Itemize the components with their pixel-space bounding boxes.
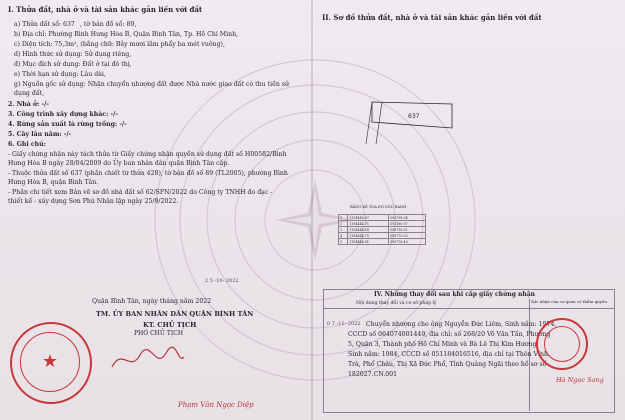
usage-term: e) Thời hạn sử dụng: Lâu dài,: [14, 71, 106, 78]
coord-cell: 591160.07: [388, 221, 425, 227]
change-line: Trà, Phổ Châu, Thị Xã Đức Phổ, Tỉnh Quảng Ngãi theo hồ sơ số: [348, 361, 547, 368]
note-line: thiết kế - xây dựng Sơn Phú Nhân lập ngày 25/9/2022.: [8, 198, 179, 205]
map-sheet: , tờ bản đồ số: 89,: [80, 21, 137, 28]
usage-purpose: đ) Mục đích sử dụng: Đất ở tại đô thị,: [14, 61, 132, 68]
forest-item: 4. Rừng sản xuất là rừng trồng: -/-: [8, 121, 127, 128]
change-date-stamp: 0 7 -11- 2022: [327, 321, 361, 327]
coord-cell: 5: [339, 239, 348, 245]
coord-cell: 590770.53: [388, 233, 425, 239]
change-line: 5, Quận 3, Thành phố Hồ Chí Minh và Bà Lê Thị Kim Hương,: [348, 341, 539, 348]
notes-heading: 6. Ghi chú:: [8, 141, 46, 148]
coord-table-title: BẢNG KÊ TỌA ĐỘ GÓC RANH: [350, 205, 407, 209]
change-line: Chuyển nhượng cho ông Nguyễn Đức Liêm, Sinh năm: 1974,: [366, 321, 557, 328]
change-line: 182027.CN.001: [348, 371, 398, 378]
note-line: Hưng Hòa B, quận Bình Tân.: [8, 179, 99, 186]
address: b) Địa chỉ: Phường Bình Hưng Hòa B, Quận Bình Tân, Tp. Hồ Chí Minh,: [14, 31, 239, 38]
coord-cell: 1194444.71: [348, 221, 389, 227]
signer-title: PHÓ CHỦ TỊCH: [134, 330, 184, 337]
confirm-col-head: Xác nhận của cơ quan có thẩm quyền: [531, 299, 607, 304]
official-seal: ★: [10, 322, 92, 404]
on-behalf: KT. CHỦ TỊCH: [143, 321, 197, 329]
coord-cell: 590776.49: [388, 239, 425, 245]
place-date: Quận Bình Tân, ngày tháng năm 2022: [92, 298, 212, 305]
coord-row: [339, 239, 426, 245]
coord-cell: 1194446.67: [348, 215, 389, 221]
coord-cell: 590798.04: [388, 215, 425, 221]
house-item: 2. Nhà ở: -/-: [8, 101, 49, 108]
coord-cell: 590716.51: [388, 227, 425, 233]
issuing-org: TM. ỦY BAN NHÂN DÂN QUẬN BÌNH TÂN: [96, 310, 254, 318]
coord-cell: 1: [339, 215, 348, 221]
other-construction: 3. Công trình xây dựng khác: -/-: [8, 111, 118, 118]
coord-cell: 1194444.58: [348, 227, 389, 233]
change-line: CCCD số 064074001449, địa chỉ: số 268/20 Võ Văn Tần, Phường: [348, 331, 551, 338]
coord-cell: 1194444.91: [348, 239, 389, 245]
coord-cell: 2: [339, 221, 348, 227]
registration-seal: [536, 318, 588, 370]
perennial-tree: 5. Cây lâu năm: -/-: [8, 131, 72, 138]
parcel-number: a) Thửa đất số: 637: [14, 21, 75, 28]
coord-cell: 3: [339, 227, 348, 233]
parcel-sketch: [360, 92, 460, 147]
page-fold: [311, 0, 313, 420]
usage-origin-cont: dụng đất,: [14, 90, 45, 97]
note-line: - Phần chi tiết xem Bản vẽ sơ đồ nhà đất số 62/SPN/2022 do Công ty TNHH đo đạc -: [8, 189, 273, 196]
changes-col-head: Nội dung thay đổi và cơ sở pháp lý: [356, 301, 437, 306]
sign-date-stamp: 2 5 -10- 2022: [205, 278, 239, 284]
signer-name: Phạm Văn Ngọc Diệp: [178, 401, 254, 409]
coord-cell: 1194444.75: [348, 233, 389, 239]
right-signer: Hà Ngọc Sang: [556, 376, 604, 384]
usage-form: d) Hình thức sử dụng: Sử dụng riêng,: [14, 51, 132, 58]
section2-title: II. Sơ đồ thửa đất, nhà ở và tài sản khác gắn liền với đất: [322, 13, 542, 22]
area: c) Diện tích: 75,3m², (bằng chữ: Bảy mươi lăm phẩy ba mét vuông),: [14, 41, 225, 48]
note-line: - Thuộc thửa đất số 637 (phần chiết từ thửa 428), tờ bản đồ số 89 (TL2005), phường Bình: [8, 170, 288, 177]
coordinate-table: [338, 214, 426, 245]
parcel-label: 637: [408, 113, 420, 120]
section4-title: IV. Những thay đổi sau khi cấp giấy chứng nhận: [374, 291, 535, 298]
signature: [108, 345, 188, 375]
note-line: - Giấy chứng nhận này tách thửa từ Giấy chứng nhận quyền sử dụng đất số H00582/Bình: [8, 151, 287, 158]
change-line: Sinh năm: 1984, CCCD số 051184016516, địa chỉ tại Thôn Vĩnh: [348, 351, 548, 358]
coord-cell: 4: [339, 233, 348, 239]
section1-title: I. Thửa đất, nhà ở và tài sản khác gắn liền với đất: [8, 5, 203, 14]
note-line: Hưng Hòa B ngày 28/04/2009 do Ủy ban nhân dân quận Bình Tân cấp.: [8, 160, 230, 167]
usage-origin: g) Nguồn gốc sử dụng: Nhận chuyển nhượng đất được Nhà nước giao đất có thu tiền sử: [14, 81, 289, 88]
